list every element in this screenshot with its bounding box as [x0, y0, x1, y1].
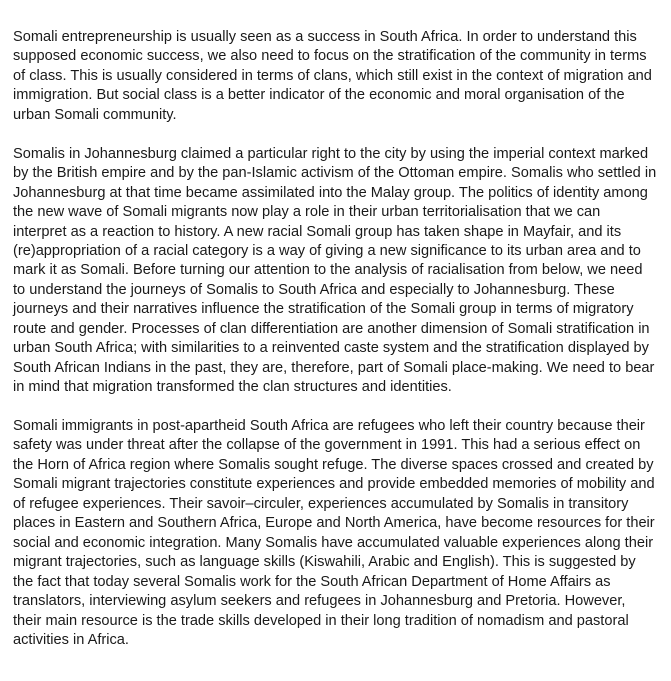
paragraph-2: Somalis in Johannesburg claimed a particular right to the city by using the imperial context marked by the British empire and by the pan-Islamic activism of the Ottoman empire. Somalis who settled in Johannesburg at that time became assimilated into the Malay group. The politics of identity among the new wave of Somali migrants now play a role in their urban territorialisation that we can interpret as a reaction to history. A new racial Somali group has taken shape in Mayfair, and its (re)appropriation of a racial category is a way of giving a new significance to its urban area and to mark it as Somali. Before turning our attention to the analysis of racialisation from below, we need to understand the journeys of Somalis to South Africa and especially to Johannesburg. These journeys and their narratives influence the stratification of the Somali group in terms of migratory route and gender. Processes of clan differentiation are another dimension of Somali stratification in urban South Africa; with similarities to a reinvented caste system and the stratification displayed by South African Indians in the past, they are, therefore, part of Somali place-making. We need to bear in mind that migration transformed the clan structures and identities.: [13, 145, 657, 396]
paragraph-1: Somali entrepreneurship is usually seen as a success in South Africa. In order to understand this supposed economic success, we also need to focus on the stratification of the community in terms of class. This is usually considered in terms of clans, which still exist in the context of migration and immigration. But social class is a better indicator of the economic and moral organisation of the urban Somali community.: [13, 29, 652, 123]
paragraph-3: Somali immigrants in post-apartheid South Africa are refugees who left their country because their safety was under threat after the collapse of the government in 1991. This had a serious effect on the Horn of Africa region where Somalis sought refuge. The diverse spaces crossed and created by Somali migrant trajectories constitute experiences and provide embedded memories of mobility and of refugee experiences. Their savoir–circuler, experiences accumulated by Somalis in transitory places in Eastern and Southern Africa, Europe and North America, have become resources for their social and economic integration. Many Somalis have accumulated valuable experiences along their migrant trajectories, such as language skills (Kiswahili, Arabic and English). This is suggested by the fact that today several Somalis work for the South African Department of Home Affairs as translators, interviewing asylum seekers and refugees in Johannesburg and Pretoria. However, their main resource is the trade skills developed in their long tradition of nomadism and pastoral activities in Africa.: [13, 418, 655, 649]
